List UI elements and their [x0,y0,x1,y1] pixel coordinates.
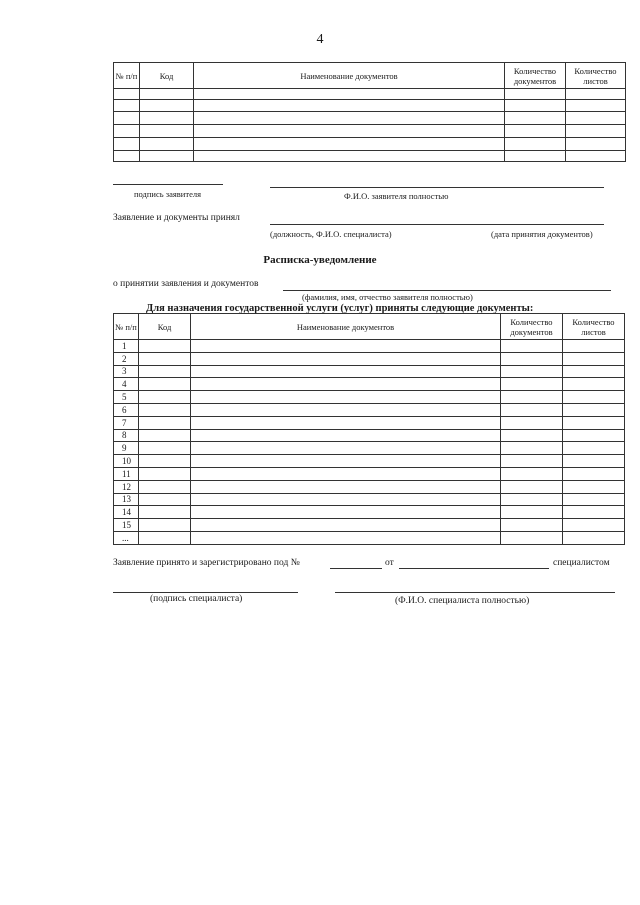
applicant-name-caption: Ф.И.О. заявителя полностью [344,191,449,201]
table-row [114,365,625,378]
table-row [114,352,625,365]
header-code: Код [140,63,194,89]
table-row [114,429,625,442]
receipt-subtitle: Для назначения государственной услуги (услуг) приняты следующие документы: [146,303,534,314]
table-row [114,112,626,125]
receipt-about-label: о принятии заявления и документов [113,279,259,289]
row-number: 8 [114,429,139,442]
applicant-name-line [270,187,604,188]
registration-from-label: от [385,558,394,568]
table-row [114,531,625,544]
header-doc-count: Количество документов [501,314,563,340]
date-caption: (дата принятия документов) [491,229,593,239]
receipt-title: Расписка-уведомление [263,254,377,266]
row-number: 5 [114,391,139,404]
specialist-name-caption: (Ф.И.О. специалиста полностью) [395,596,530,606]
receipt-documents-table [113,313,625,545]
signature-line [113,184,223,185]
row-number: 15 [114,519,139,532]
header-doc-count: Количество документов [505,63,566,89]
row-number: 12 [114,480,139,493]
header-code: Код [139,314,191,340]
header-name: Наименование документов [191,314,501,340]
row-number: 3 [114,365,139,378]
accepted-line [270,224,604,225]
table-row [114,125,626,138]
registration-prefix: Заявление принято и зарегистрировано под № [113,558,300,568]
table-row [114,89,626,100]
table-row [114,467,625,480]
table-row [114,378,625,391]
header-sheet-count: Количество листов [563,314,625,340]
page-number: 4 [316,32,324,47]
row-number: 1 [114,340,139,353]
applicant-signature-caption: подпись заявителя [134,189,201,199]
table-row [114,416,625,429]
row-number: 2 [114,352,139,365]
table-header-row [114,314,625,340]
header-num: № п/п [114,63,140,89]
header-num: № п/п [114,314,139,340]
registration-date-line [399,568,549,569]
specialist-signature-caption: (подпись специалиста) [150,594,243,604]
table-row [114,480,625,493]
receipt-name-line [283,290,611,291]
documents-table [113,62,626,162]
table-row [114,391,625,404]
table-row [114,506,625,519]
registration-number-line [330,568,382,569]
row-number: 11 [114,467,139,480]
table-header-row [114,63,626,89]
specialist-signature-line [113,592,298,593]
table-row [114,151,626,162]
table-row [114,442,625,455]
header-sheet-count: Количество листов [566,63,626,89]
header-name: Наименование документов [194,63,505,89]
table-row [114,138,626,151]
table-row [114,100,626,112]
row-number: 6 [114,403,139,416]
row-number: 14 [114,506,139,519]
table-row [114,403,625,416]
row-number: 10 [114,455,139,468]
table-row [114,493,625,506]
row-number: 7 [114,416,139,429]
specialist-name-line [335,592,615,593]
row-number: 4 [114,378,139,391]
row-number: ... [114,531,139,544]
table-row [114,455,625,468]
receipt-fullname-caption: (фамилия, имя, отчество заявителя полностью) [302,292,473,302]
row-number: 9 [114,442,139,455]
accepted-label: Заявление и документы принял [113,213,240,223]
table-row [114,519,625,532]
registration-specialist-label: специалистом [553,558,610,568]
position-caption: (должность, Ф.И.О. специалиста) [270,229,392,239]
table-row [114,340,625,353]
row-number: 13 [114,493,139,506]
